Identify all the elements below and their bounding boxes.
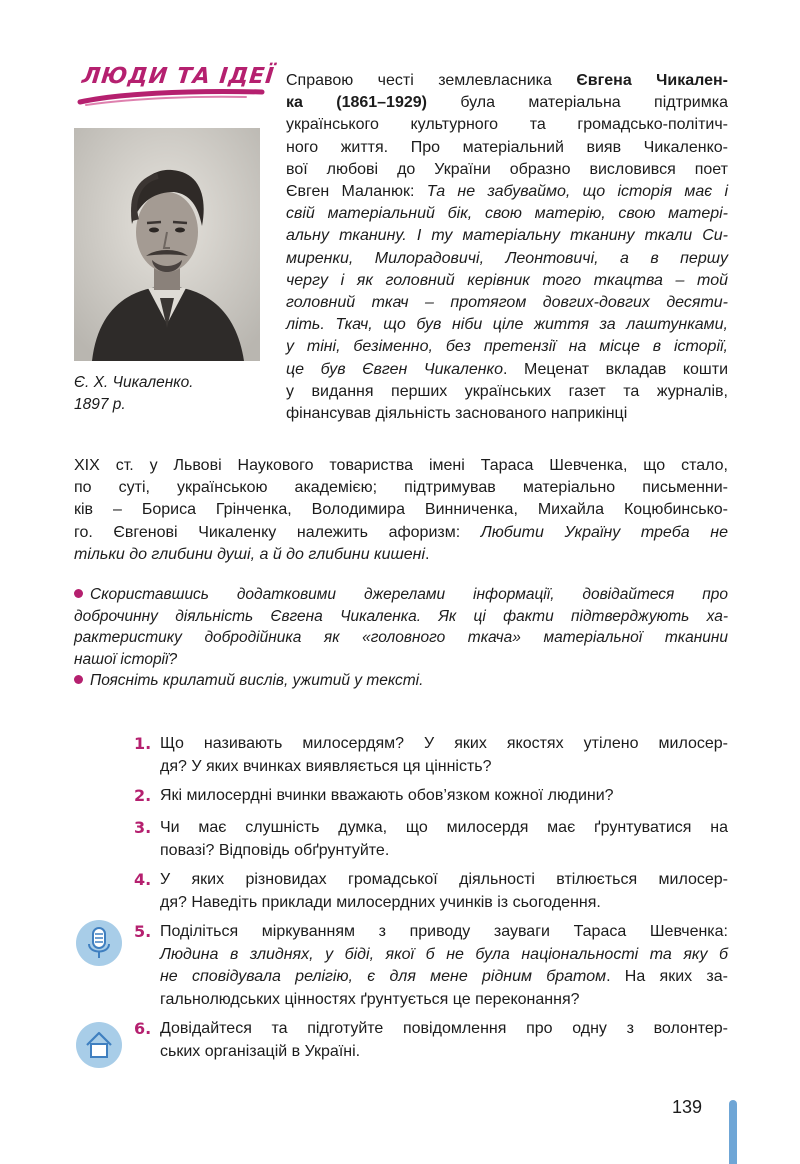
text-line: у видання перших українських газет та журналів, xyxy=(286,382,728,400)
task-line: доброчинну діяльність Євгена Чикаленка. Як ці факти підтверджують ха- xyxy=(74,607,728,625)
question-line: Людина в злиднях, у біді, якої б не була національності та яку б xyxy=(160,945,728,963)
question-line: повазі? Відповідь обґрунтуйте. xyxy=(160,841,390,859)
question-line: Чи має слушність думка, що милосердя має ґрунтуватися на xyxy=(160,819,728,836)
text-line: ного життя. Про матеріальний вияв Чикаленко- xyxy=(286,138,728,156)
task-line: рактеристику добродійника як «головного ткача» матеріальної тканини xyxy=(74,629,728,646)
text-line: Євген Маланюк: Та не забуваймо, що історія має і xyxy=(286,183,729,201)
text-line: тільки до глибини душі, а й до глибини кишені. xyxy=(74,545,430,563)
question-item xyxy=(134,785,728,808)
photo-caption-year: 1897 р. xyxy=(74,396,126,413)
continuation-paragraph xyxy=(74,455,728,566)
question-line: ських організацій в Україні. xyxy=(160,1042,361,1060)
text-line: вої любові до України образно висловився поет xyxy=(286,160,728,178)
bullet-dot-icon xyxy=(74,675,83,684)
question-line: гальнолюдських цінностях ґрунтується це переконання? xyxy=(160,990,580,1008)
section-badge xyxy=(76,62,276,108)
text-line: альну тканину. І ту матеріальну тканину ткали Си- xyxy=(286,227,728,245)
question-item xyxy=(134,921,728,1011)
question-number: 6. xyxy=(134,1019,152,1038)
intro-paragraph xyxy=(286,70,728,425)
task-line: Скориставшись додатковими джерелами інформації, довідайтеся про xyxy=(74,584,728,606)
question-number: 3. xyxy=(134,818,152,837)
question-line: Поділіться міркуванням з приводу зауваги Тараса Шевченка: xyxy=(160,923,728,940)
question-item xyxy=(134,1018,728,1063)
text-line: го. Євгенові Чикаленку належить афоризм: Любити Україну треба не xyxy=(74,523,729,541)
text-line: чергу і як головний керівник того ткацтва – той xyxy=(286,271,728,289)
text-line: XIX ст. у Львові Наукового товариства імені Тараса Шевченка, що стало, xyxy=(74,457,728,474)
question-number: 5. xyxy=(134,922,152,941)
question-number: 2. xyxy=(134,786,152,805)
text-line: по суті, українською академією; підтримував матеріально письменни- xyxy=(74,479,728,497)
page-edge-bar xyxy=(729,1100,737,1164)
text-line: українського культурного та громадсько-політич- xyxy=(286,116,728,134)
question-number: 1. xyxy=(134,734,152,753)
section-badge-label: ЛЮДИ ТА ІДЕЇ xyxy=(80,64,276,89)
microphone-icon xyxy=(76,920,122,966)
question-item xyxy=(134,817,728,862)
question-item xyxy=(134,733,728,778)
text-line: фінансував діяльність заснованого наприкінці xyxy=(286,405,628,423)
photo-caption xyxy=(74,372,264,416)
question-line: У яких різновидах громадської діяльності втілюється милосер- xyxy=(160,871,728,888)
question-line: дя? Наведіть приклади милосердних учинків із сьогодення. xyxy=(160,893,601,911)
text-line: літь. Ткач, що був ніби ціле життя за лаштунками, xyxy=(286,316,728,334)
question-item xyxy=(134,869,728,914)
bullet-dot-icon xyxy=(74,589,83,598)
question-line: дя? У яких вчинках виявляється ця цінність? xyxy=(160,757,492,775)
text-line: ка (1861–1929) була матеріальна підтримка xyxy=(286,94,728,112)
text-line: у тіні, безіменно, без претензії на місце в історії, xyxy=(286,338,728,356)
task-line: нашої історії? xyxy=(74,650,178,668)
photo-caption-name: Є. Х. Чикаленко. xyxy=(74,374,194,391)
portrait-photo xyxy=(74,128,260,361)
task-list xyxy=(74,584,728,692)
text-line: миренки, Милорадовичі, Леонтовичі, а в першу xyxy=(286,249,728,267)
home-icon xyxy=(76,1022,122,1068)
question-number: 4. xyxy=(134,870,152,889)
question-line: не сповідувала релігію, є для мене рідним братом. На яких за- xyxy=(160,968,728,985)
question-line: Що називають милосердям? У яких якостях утілено милосер- xyxy=(160,735,728,752)
text-line: головний ткач – протягом довгих-довгих десяти- xyxy=(286,294,728,312)
question-line: Які милосердні вчинки вважають обов’язком кожної людини? xyxy=(160,787,614,804)
text-line: свій матеріальний бік, свою матерію, свою матері- xyxy=(286,205,728,223)
text-line: це був Євген Чикаленко. Меценат вкладав кошти xyxy=(286,360,729,378)
question-line: Довідайтеся та підготуйте повідомлення про одну з волонтер- xyxy=(160,1020,728,1037)
brush-stroke-decoration xyxy=(76,86,266,108)
task-line: Поясніть крилатий вислів, ужитий у тексті. xyxy=(74,670,728,692)
text-line: Справою честі землевласника Євгена Чикален- xyxy=(286,72,728,89)
page-number: 139 xyxy=(672,1097,703,1117)
text-line: ків – Бориса Грінченка, Володимира Винниченка, Михайла Коцюбинсько- xyxy=(74,501,728,519)
